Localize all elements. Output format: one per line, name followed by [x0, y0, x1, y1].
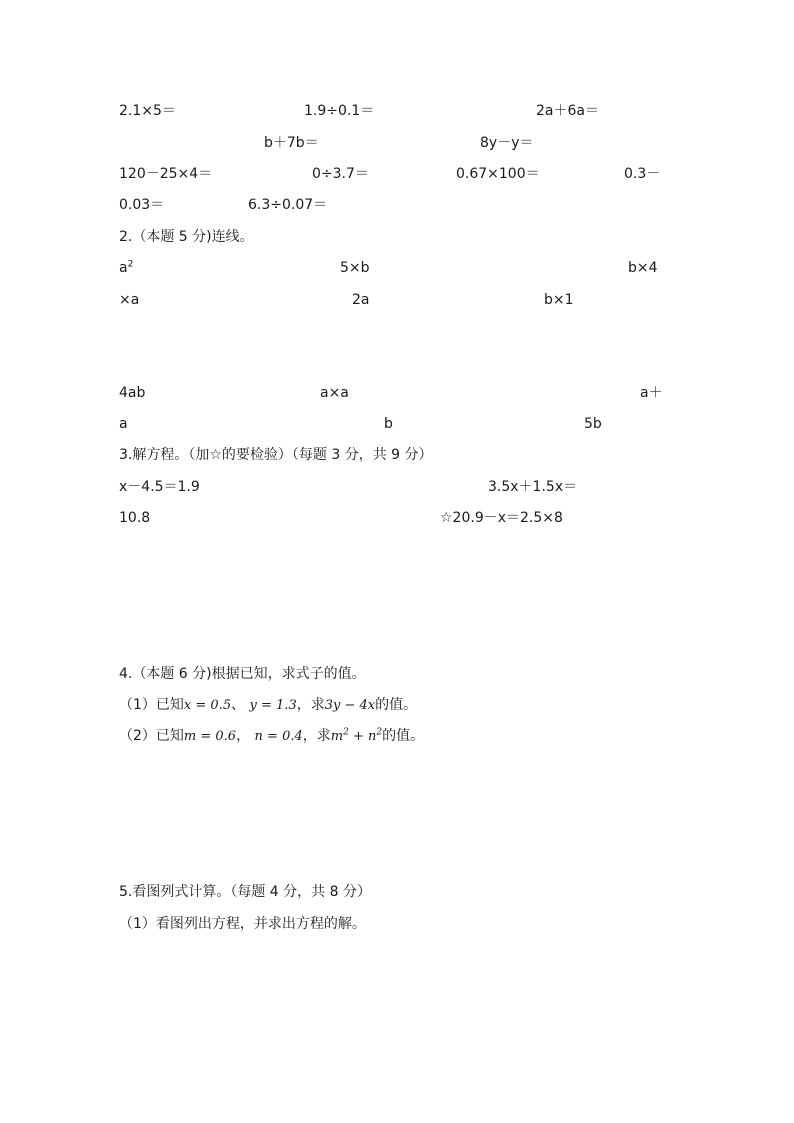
q1-item-5: 8y－y＝: [480, 135, 534, 151]
q2-item-a-base: a: [119, 260, 128, 276]
q1-item-10: 6.3÷0.07＝: [248, 197, 328, 213]
q4-p1-expr-x: x = 0.5: [183, 698, 232, 713]
q2-item-a-squared: [119, 260, 133, 276]
q2-item-bx4: b×4: [628, 260, 658, 276]
q2-item-xa: ×a: [119, 292, 140, 308]
q4-p2-plus: +: [348, 729, 368, 744]
q1-item-7: 0÷3.7＝: [312, 166, 369, 182]
q2-item-2a: 2a: [352, 292, 370, 308]
q2-item-axa: a×a: [320, 385, 349, 401]
q4-p1-sep: 、: [231, 697, 246, 713]
q2-item-b: b: [384, 416, 393, 432]
q4-part-1: [119, 697, 417, 714]
q4-p2-expr-target: [331, 729, 382, 744]
q4-title: 4.（本题 6 分)根据已知，求式子的值。: [119, 666, 366, 682]
q1-item-6: 120－25×4＝: [119, 166, 213, 182]
q2-item-5b-bottom: 5b: [584, 416, 602, 432]
q2-item-bx1: b×1: [544, 292, 574, 308]
q1-item-9-cont: 0.03＝: [119, 197, 165, 213]
q4-p1-tail: 的值。: [375, 697, 418, 713]
q4-p2-m-base: m: [330, 729, 344, 744]
q4-p2-tail: 的值。: [382, 728, 425, 744]
q1-item-9: 0.3－: [624, 166, 661, 182]
q5-part-1: （1）看图列出方程，并求出方程的解。: [119, 916, 366, 932]
q4-p1-mid: ，求: [296, 697, 325, 713]
q2-item-5b: 5×b: [340, 260, 370, 276]
q2-item-4ab: 4ab: [119, 385, 146, 401]
q4-p1-expr-y: y = 1.3: [249, 698, 297, 713]
q1-item-4: b＋7b＝: [264, 135, 319, 151]
q1-item-1: 2.1×5＝: [119, 103, 176, 119]
q3-eq-2: 3.5x＋1.5x＝: [488, 479, 578, 495]
q4-p1-expr-target: 3y − 4x: [324, 698, 376, 713]
q4-p1-lead: （1）已知: [119, 697, 184, 713]
q4-part-2: [119, 728, 424, 745]
q4-p2-n-base: n: [368, 729, 377, 744]
q2-item-a-cont: a: [119, 416, 128, 432]
q1-item-3: 2a＋6a＝: [536, 103, 599, 119]
q2-item-a-plus: a＋: [640, 385, 663, 401]
q3-eq-2-cont: 10.8: [119, 510, 151, 526]
q4-p2-n-exp: 2: [376, 727, 383, 738]
q3-eq-1: x－4.5＝1.9: [119, 479, 200, 495]
q5-title: 5.看图列式计算。（每题 4 分，共 8 分）: [119, 884, 371, 900]
q4-p2-m-exp: 2: [343, 727, 349, 738]
q4-p2-expr-n: n = 0.4: [254, 729, 303, 744]
q1-item-8: 0.67×100＝: [456, 166, 540, 182]
q2-title: 2.（本题 5 分)连线。: [119, 229, 254, 245]
q4-p2-mid: ，求: [302, 728, 331, 744]
q4-p2-lead: （2）已知: [119, 728, 184, 744]
q3-title: 3.解方程。（加☆的要检验）（每题 3 分，共 9 分）: [119, 447, 433, 463]
q4-p2-sep: ，: [236, 728, 251, 744]
q4-p2-expr-m: m = 0.6: [183, 729, 237, 744]
q1-item-2: 1.9÷0.1＝: [304, 103, 375, 119]
q2-item-a-exponent: 2: [127, 259, 134, 270]
q3-eq-3: ☆20.9－x＝2.5×8: [440, 510, 563, 526]
